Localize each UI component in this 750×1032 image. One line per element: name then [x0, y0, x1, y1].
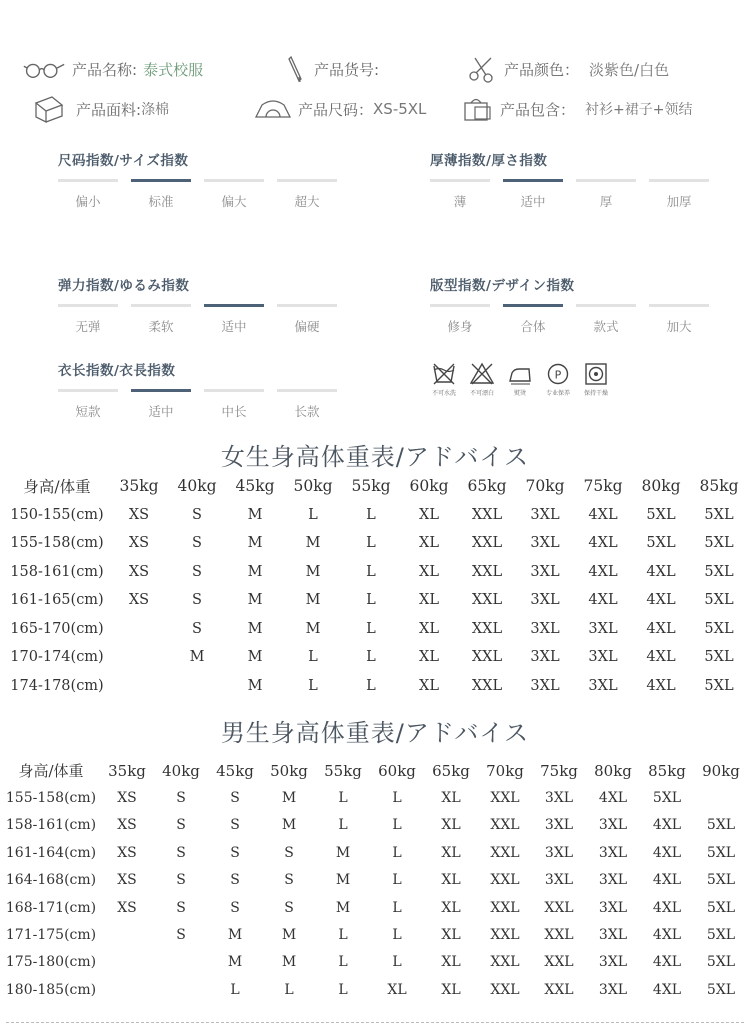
weight-header-cell: 60kg	[378, 761, 416, 780]
size-cell	[110, 615, 168, 644]
size-cell: S	[192, 563, 202, 580]
size-cell: L	[366, 563, 376, 580]
size-index-option-selected: 标准	[131, 179, 191, 210]
table-row	[4, 558, 748, 587]
size-cell: S	[230, 899, 240, 916]
size-cell: 4XL	[588, 535, 618, 552]
size-cell: S	[176, 872, 186, 889]
product-color-label: 产品颜色：	[504, 60, 580, 79]
svg-text:P: P	[554, 368, 562, 382]
size-cell: M	[281, 927, 297, 944]
size-cell: S	[284, 899, 294, 916]
size-cell: 5XL	[704, 677, 734, 694]
size-cell: 3XL	[598, 817, 628, 834]
size-cell: S	[192, 535, 202, 552]
size-cell: XXL	[544, 927, 574, 944]
size-cell: 3XL	[544, 817, 574, 834]
size-cell: 3XL	[588, 620, 618, 637]
size-cell: 5XL	[706, 927, 736, 944]
size-index-option: 超大	[277, 179, 337, 210]
length-index-option: 中长	[204, 389, 264, 420]
elasticity-index-option: 偏硬	[277, 304, 337, 335]
size-cell: L	[366, 649, 376, 666]
size-cell: 5XL	[652, 790, 682, 807]
size-cell: 3XL	[588, 649, 618, 666]
table-row	[2, 949, 748, 976]
size-cell: 4XL	[588, 592, 618, 609]
size-cell: XL	[419, 620, 439, 637]
size-cell: 3XL	[598, 954, 628, 971]
size-cell: 5XL	[706, 981, 736, 998]
weight-header-cell: 40kg	[177, 477, 217, 496]
size-cell: L	[308, 677, 318, 694]
women-table-title: 女生身高体重表/アドバイス	[220, 443, 530, 471]
size-cell: XS	[128, 563, 150, 580]
size-index-title: 尺码指数/サイズ指数	[58, 153, 189, 169]
fit-index	[430, 274, 722, 335]
iron-icon: 熨烫	[501, 362, 539, 397]
product-code-info	[282, 54, 379, 84]
size-cell: 5XL	[706, 899, 736, 916]
size-cell: XL	[419, 506, 439, 523]
size-cell: L	[230, 981, 240, 998]
fabric-icon	[30, 94, 70, 124]
size-cell: M	[247, 563, 263, 580]
size-cell: XXL	[490, 872, 520, 889]
men-table-title: 男生身高体重表/アドバイス	[220, 719, 530, 747]
ruler-icon	[254, 94, 292, 124]
size-cell: XXL	[471, 677, 503, 694]
product-size-value: XS-5XL	[373, 100, 427, 118]
weight-header-cell: 55kg	[324, 761, 362, 780]
table-row	[4, 672, 748, 701]
bag-icon	[460, 94, 494, 124]
glasses-icon	[22, 54, 66, 84]
weight-header-cell: 60kg	[409, 477, 449, 496]
length-index-option: 短款	[58, 389, 118, 420]
table-row	[4, 501, 748, 530]
fit-index-option: 加大	[649, 304, 709, 335]
size-cell: 5XL	[706, 844, 736, 861]
size-cell: XL	[441, 954, 461, 971]
height-range-cell: 155-158(cm)	[10, 535, 104, 552]
dotted-divider	[6, 1022, 744, 1023]
size-cell: 4XL	[646, 677, 676, 694]
product-fabric-label: 产品面料:	[76, 100, 142, 119]
weight-header-cell: 45kg	[216, 761, 254, 780]
weight-header-cell: 55kg	[351, 477, 391, 496]
size-cell	[100, 921, 154, 948]
size-cell: XS	[128, 592, 150, 609]
size-cell: S	[230, 817, 240, 834]
size-cell: S	[176, 899, 186, 916]
size-cell: 4XL	[646, 620, 676, 637]
women-size-table	[4, 472, 748, 700]
size-cell	[100, 976, 154, 1003]
size-cell: 3XL	[588, 677, 618, 694]
size-cell: L	[392, 844, 402, 861]
size-cell: XS	[117, 872, 137, 889]
men-size-table	[2, 757, 748, 1004]
height-range-cell: 164-168(cm)	[5, 872, 97, 889]
product-name-value: 泰式校服	[143, 60, 204, 79]
size-cell: L	[338, 927, 348, 944]
size-cell: M	[305, 563, 321, 580]
no-bleach-icon: 不可漂白	[463, 362, 501, 397]
size-cell: S	[192, 592, 202, 609]
size-cell: 3XL	[598, 981, 628, 998]
size-cell: M	[335, 844, 351, 861]
men-table-header	[2, 757, 748, 784]
size-cell: S	[284, 844, 294, 861]
size-cell: S	[230, 790, 240, 807]
size-cell: 3XL	[544, 790, 574, 807]
size-cell: 4XL	[588, 506, 618, 523]
size-cell: M	[247, 649, 263, 666]
size-cell: XL	[441, 981, 461, 998]
size-cell: M	[305, 592, 321, 609]
size-cell: XL	[441, 927, 461, 944]
size-cell	[100, 949, 154, 976]
size-cell: M	[305, 535, 321, 552]
size-cell: 5XL	[704, 649, 734, 666]
size-cell: 3XL	[530, 677, 560, 694]
weight-header-cell: 80kg	[594, 761, 632, 780]
size-cell: 4XL	[598, 790, 628, 807]
weight-header-cell: 50kg	[293, 477, 333, 496]
size-cell: 5XL	[704, 592, 734, 609]
size-cell: XXL	[471, 506, 503, 523]
size-cell: 5XL	[706, 872, 736, 889]
size-cell: M	[247, 506, 263, 523]
size-cell: XXL	[471, 592, 503, 609]
product-name-label: 产品名称:	[72, 60, 138, 79]
size-cell: XS	[117, 844, 137, 861]
size-cell: 4XL	[652, 844, 682, 861]
size-cell: 5XL	[704, 563, 734, 580]
table-row	[2, 839, 748, 866]
size-cell: S	[230, 872, 240, 889]
size-cell: M	[305, 620, 321, 637]
size-index-option: 偏小	[58, 179, 118, 210]
size-cell: 3XL	[598, 872, 628, 889]
size-cell: XL	[419, 677, 439, 694]
size-cell: M	[227, 954, 243, 971]
height-range-cell: 180-185(cm)	[5, 981, 97, 998]
size-cell: L	[366, 535, 376, 552]
size-cell: 3XL	[544, 844, 574, 861]
size-cell: L	[284, 981, 294, 998]
product-package-label: 产品包含：	[500, 100, 576, 119]
size-cell: 5XL	[646, 535, 676, 552]
size-cell: 4XL	[652, 872, 682, 889]
height-range-cell: 170-174(cm)	[10, 649, 104, 666]
length-index-title: 衣长指数/衣長指数	[58, 363, 176, 379]
size-cell	[168, 672, 226, 701]
elasticity-index	[58, 274, 350, 335]
height-range-cell: 158-161(cm)	[5, 817, 97, 834]
product-name-info	[22, 54, 203, 84]
size-cell: XXL	[471, 563, 503, 580]
size-cell: 3XL	[530, 649, 560, 666]
product-color-info	[466, 54, 669, 84]
size-cell: M	[281, 790, 297, 807]
size-cell	[154, 949, 208, 976]
size-cell: 4XL	[652, 954, 682, 971]
size-cell: L	[366, 592, 376, 609]
dry-clean-icon: P 专业保养	[539, 362, 577, 397]
table-row	[2, 867, 748, 894]
size-cell: 3XL	[530, 506, 560, 523]
weight-header-cell: 90kg	[702, 761, 740, 780]
size-cell: M	[247, 535, 263, 552]
size-cell: L	[338, 817, 348, 834]
height-range-cell: 168-171(cm)	[5, 899, 97, 916]
size-cell: 4XL	[652, 817, 682, 834]
size-cell: XXL	[471, 535, 503, 552]
size-cell: L	[308, 649, 318, 666]
size-cell: M	[247, 592, 263, 609]
size-cell: M	[281, 817, 297, 834]
size-cell: 3XL	[598, 927, 628, 944]
weight-header-cell: 85kg	[648, 761, 686, 780]
elasticity-index-title: 弹力指数/ゆるみ指数	[58, 278, 190, 294]
product-color-value: 淡紫色/白色	[589, 60, 670, 79]
size-cell: XXL	[490, 954, 520, 971]
size-cell: 4XL	[646, 649, 676, 666]
size-cell: 5XL	[706, 817, 736, 834]
size-cell: M	[281, 954, 297, 971]
size-cell: 4XL	[646, 592, 676, 609]
size-cell: L	[308, 506, 318, 523]
size-cell: 3XL	[530, 535, 560, 552]
size-cell: XL	[441, 844, 461, 861]
size-cell: S	[176, 817, 186, 834]
thickness-index-option: 厚	[576, 179, 636, 210]
size-cell: L	[338, 954, 348, 971]
length-index	[58, 359, 350, 420]
product-fabric-info	[30, 94, 169, 124]
size-cell: 3XL	[530, 563, 560, 580]
elasticity-index-option: 无弹	[58, 304, 118, 335]
size-cell: S	[176, 927, 186, 944]
size-cell: S	[230, 844, 240, 861]
size-cell: 4XL	[652, 981, 682, 998]
weight-header-cell: 75kg	[540, 761, 578, 780]
thickness-index-title: 厚薄指数/厚さ指数	[430, 153, 548, 169]
size-cell: M	[335, 899, 351, 916]
table-row	[4, 586, 748, 615]
height-range-cell: 158-161(cm)	[10, 563, 104, 580]
table-row	[2, 784, 748, 811]
size-cell: 3XL	[598, 844, 628, 861]
size-cell: XL	[441, 899, 461, 916]
thickness-index-option-selected: 适中	[503, 179, 563, 210]
table-row	[4, 643, 748, 672]
size-cell: XL	[441, 817, 461, 834]
size-cell: XS	[117, 817, 137, 834]
thickness-index	[430, 149, 722, 210]
length-index-option: 长款	[277, 389, 337, 420]
weight-header-cell: 35kg	[119, 477, 159, 496]
size-cell: XL	[419, 592, 439, 609]
women-table-header	[4, 472, 748, 501]
size-cell: S	[192, 620, 202, 637]
weight-header-cell: 65kg	[432, 761, 470, 780]
size-cell: 5XL	[704, 620, 734, 637]
elasticity-index-option: 柔软	[131, 304, 191, 335]
size-cell: 4XL	[652, 927, 682, 944]
size-cell: L	[392, 954, 402, 971]
size-cell: 5XL	[646, 506, 676, 523]
size-cell: XL	[419, 535, 439, 552]
product-size-label: 产品尺码：	[298, 100, 374, 119]
size-cell: XS	[117, 790, 137, 807]
size-cell: XXL	[544, 954, 574, 971]
weight-header-cell: 75kg	[583, 477, 623, 496]
size-cell: XXL	[490, 844, 520, 861]
size-cell: XXL	[544, 981, 574, 998]
size-cell: 3XL	[598, 899, 628, 916]
weight-header-cell: 65kg	[467, 477, 507, 496]
size-cell: XS	[117, 899, 137, 916]
weight-header-cell: 70kg	[486, 761, 524, 780]
size-cell: XXL	[490, 899, 520, 916]
header-corner-cell: 身高/体重	[18, 762, 84, 781]
height-range-cell: 150-155(cm)	[10, 506, 104, 523]
size-cell: XL	[419, 649, 439, 666]
size-cell: 3XL	[544, 872, 574, 889]
size-cell: M	[247, 677, 263, 694]
size-cell: L	[392, 927, 402, 944]
size-cell: L	[392, 817, 402, 834]
size-cell: L	[338, 790, 348, 807]
size-cell: L	[366, 620, 376, 637]
height-range-cell: 161-164(cm)	[5, 844, 97, 861]
height-range-cell: 161-165(cm)	[10, 592, 104, 609]
size-cell: L	[392, 872, 402, 889]
fit-index-option-selected: 合体	[503, 304, 563, 335]
scissors-icon	[466, 54, 498, 84]
size-cell: S	[192, 506, 202, 523]
fit-index-title: 版型指数/デザイン指数	[430, 278, 575, 294]
size-cell: XL	[441, 872, 461, 889]
table-row	[2, 812, 748, 839]
size-cell	[110, 672, 168, 701]
size-cell: XXL	[490, 981, 520, 998]
table-row	[4, 529, 748, 558]
size-cell: 4XL	[652, 899, 682, 916]
size-cell	[154, 976, 208, 1003]
height-range-cell: 175-180(cm)	[5, 954, 97, 971]
size-cell: L	[366, 506, 376, 523]
size-cell: M	[189, 649, 205, 666]
tumble-dry-icon: 保持干燥	[577, 362, 615, 397]
size-cell: XXL	[490, 927, 520, 944]
size-cell: 3XL	[530, 620, 560, 637]
weight-header-cell: 40kg	[162, 761, 200, 780]
weight-header-cell: 80kg	[641, 477, 681, 496]
size-cell: XL	[419, 563, 439, 580]
size-cell: M	[227, 927, 243, 944]
size-index	[58, 149, 350, 210]
size-cell: XL	[441, 790, 461, 807]
size-cell: XL	[387, 981, 407, 998]
size-cell: 3XL	[530, 592, 560, 609]
product-code-label: 产品货号:	[314, 60, 380, 79]
size-index-option: 偏大	[204, 179, 264, 210]
size-cell: L	[338, 981, 348, 998]
size-cell: XXL	[490, 817, 520, 834]
product-fabric-value: 涤棉	[141, 102, 170, 118]
size-cell: M	[247, 620, 263, 637]
size-cell	[110, 643, 168, 672]
size-cell: XS	[128, 535, 150, 552]
size-cell: XXL	[471, 649, 503, 666]
size-cell: 5XL	[706, 954, 736, 971]
table-row	[2, 976, 748, 1003]
size-cell: S	[284, 872, 294, 889]
weight-header-cell: 85kg	[699, 477, 739, 496]
size-cell: S	[176, 844, 186, 861]
fit-index-option: 款式	[576, 304, 636, 335]
thickness-index-option: 薄	[430, 179, 490, 210]
weight-header-cell: 50kg	[270, 761, 308, 780]
header-corner-cell: 身高/体重	[23, 478, 91, 497]
product-package-info	[460, 94, 692, 124]
table-row	[2, 894, 748, 921]
size-cell: XXL	[544, 899, 574, 916]
size-cell: 5XL	[704, 535, 734, 552]
size-cell: XXL	[490, 790, 520, 807]
thickness-index-option: 加厚	[649, 179, 709, 210]
pencil-icon	[282, 54, 308, 84]
product-package-value: 衬衫+裙子+领结	[585, 102, 693, 118]
length-index-option-selected: 适中	[131, 389, 191, 420]
product-size-info	[254, 94, 426, 124]
no-wash-icon: 不可水洗	[425, 362, 463, 397]
size-cell: 5XL	[704, 506, 734, 523]
size-cell: S	[176, 790, 186, 807]
fit-index-option: 修身	[430, 304, 490, 335]
height-range-cell: 174-178(cm)	[10, 677, 104, 694]
weight-header-cell: 45kg	[235, 477, 275, 496]
size-cell: 4XL	[588, 563, 618, 580]
height-range-cell: 171-175(cm)	[5, 927, 97, 944]
size-cell	[694, 784, 748, 811]
weight-header-cell: 70kg	[525, 477, 565, 496]
size-cell: L	[392, 790, 402, 807]
table-row	[4, 615, 748, 644]
table-row	[2, 921, 748, 948]
size-cell: XXL	[471, 620, 503, 637]
size-cell: L	[366, 677, 376, 694]
height-range-cell: 155-158(cm)	[5, 790, 97, 807]
size-cell: L	[392, 899, 402, 916]
weight-header-cell: 35kg	[108, 761, 146, 780]
size-cell: M	[335, 872, 351, 889]
care-symbols	[425, 362, 615, 397]
size-cell: XS	[128, 506, 150, 523]
height-range-cell: 165-170(cm)	[10, 620, 104, 637]
size-cell: 4XL	[646, 563, 676, 580]
elasticity-index-option-selected: 适中	[204, 304, 264, 335]
